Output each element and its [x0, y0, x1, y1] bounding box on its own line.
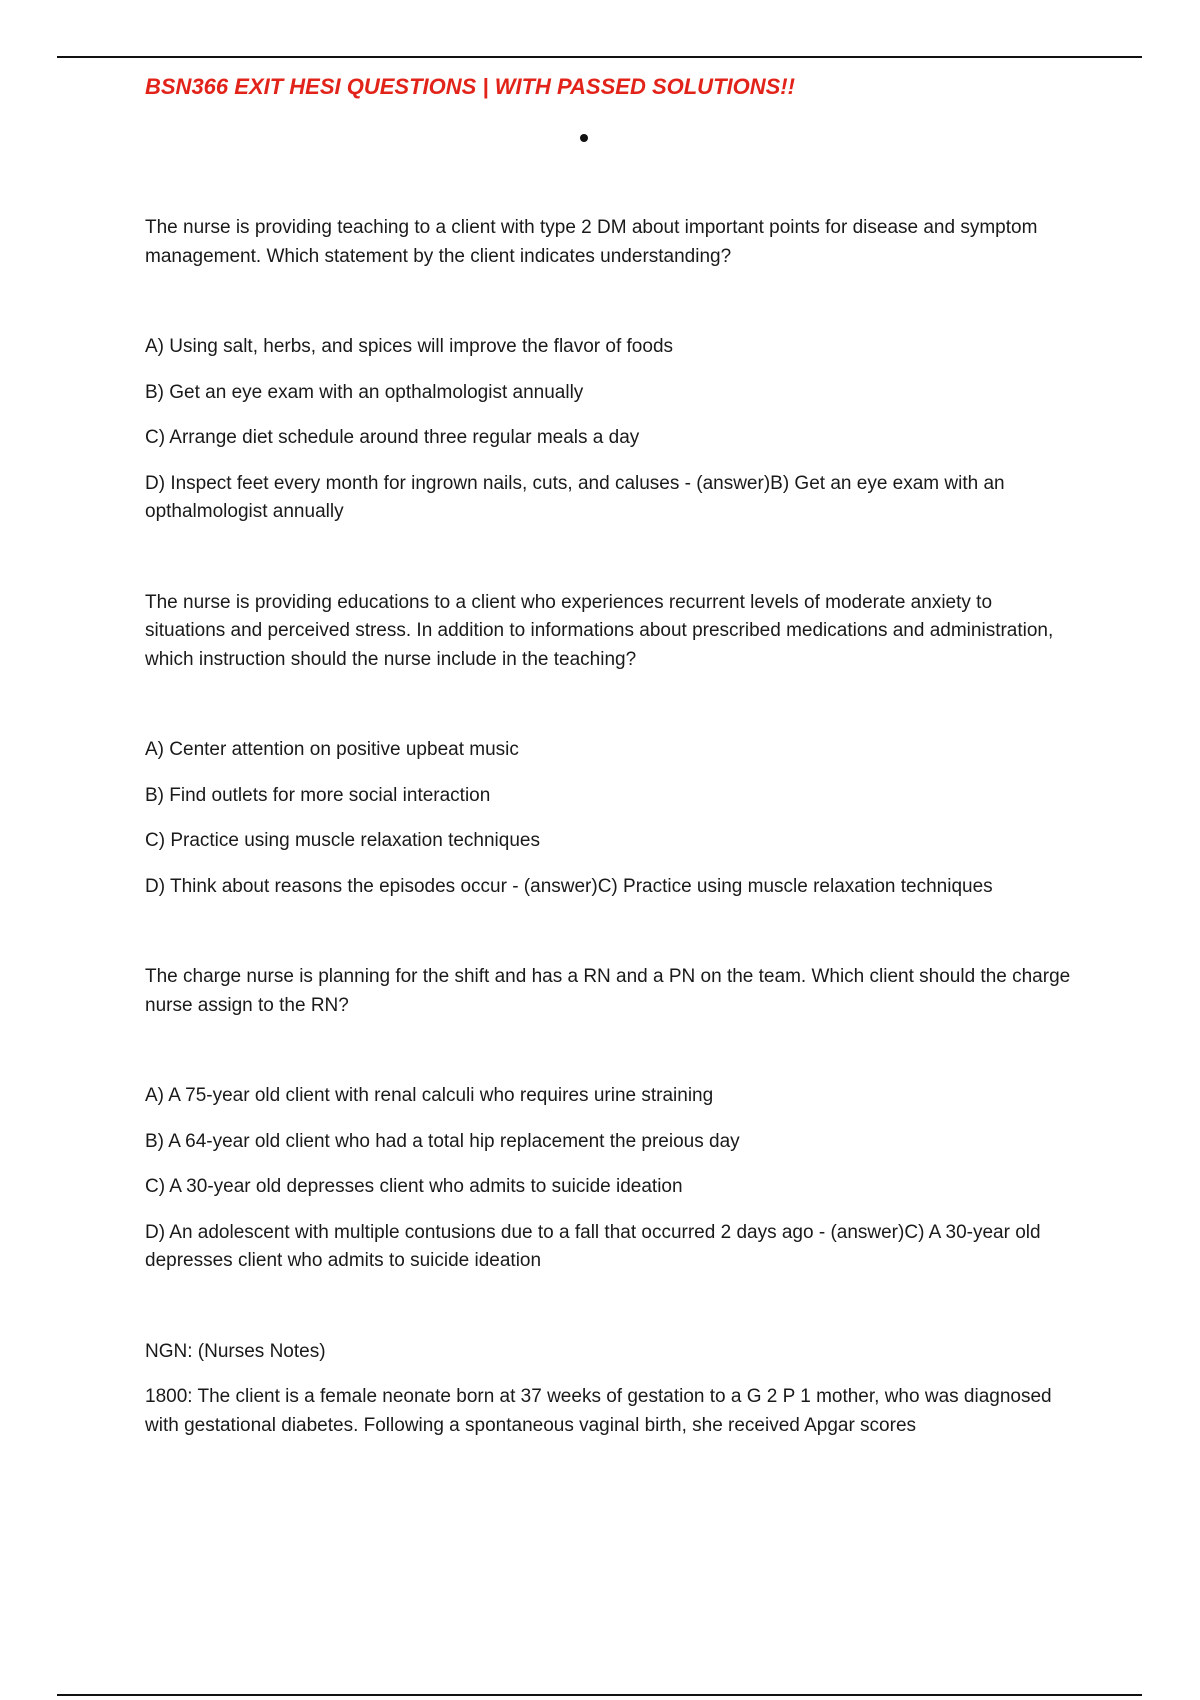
answer-option: C) A 30-year old depresses client who admits to suicide ideation: [145, 1176, 683, 1197]
answer-option-with-solution: D) Inspect feet every month for ingrown nails, cuts, and caluses - (answer)B) Get an eye exam with an opthalmologist annually: [145, 472, 1005, 522]
ngn-heading: NGN: (Nurses Notes): [145, 1340, 326, 1362]
top-rule: [57, 56, 1142, 58]
answer-option: A) Using salt, herbs, and spices will improve the flavor of foods: [145, 336, 674, 357]
ngn-notes: [145, 1338, 1075, 1441]
question-prompt: The nurse is providing teaching to a client with type 2 DM about important points for disease and symptom management. Which statement by the client indicates understanding?: [145, 217, 1038, 267]
document-body: [145, 214, 1075, 1440]
answer-option: B) Get an eye exam with an opthalmologist annually: [145, 381, 584, 403]
answer-option: B) A 64-year old client who had a total hip replacement the preious day: [145, 1130, 740, 1152]
bullet-dot: [580, 134, 588, 142]
answer-option: C) Arrange diet schedule around three regular meals a day: [145, 427, 640, 448]
question-block: [145, 214, 1075, 527]
ngn-text: 1800: The client is a female neonate born at 37 weeks of gestation to a G 2 P 1 mother, who was diagnosed with gestational diabetes. Following a spontaneous vaginal birth, she received Apgar scores: [145, 1386, 1052, 1436]
answer-option-with-solution: D) An adolescent with multiple contusions due to a fall that occurred 2 days ago - (answer)C) A 30-year old depresses client who admits to suicide ideation: [145, 1221, 1041, 1271]
answer-option: C) Practice using muscle relaxation techniques: [145, 830, 540, 851]
document-title: BSN366 EXIT HESI QUESTIONS | WITH PASSED SOLUTIONS!!: [145, 74, 795, 99]
question-block: [145, 963, 1075, 1276]
question-block: [145, 589, 1075, 902]
answer-option: B) Find outlets for more social interaction: [145, 784, 491, 806]
answer-option: A) Center attention on positive upbeat music: [145, 739, 519, 760]
question-prompt: The charge nurse is planning for the shift and has a RN and a PN on the team. Which client should the charge nurse assign to the RN?: [145, 966, 1071, 1016]
bottom-rule: [57, 1694, 1142, 1696]
answer-option: A) A 75-year old client with renal calculi who requires urine straining: [145, 1085, 714, 1106]
answer-option-with-solution: D) Think about reasons the episodes occur - (answer)C) Practice using muscle relaxation techniques: [145, 875, 993, 897]
question-prompt: The nurse is providing educations to a client who experiences recurrent levels of moderate anxiety to situations and perceived stress. In addition to informations about prescribed medications and administration, which instruction should the nurse include in the teaching?: [145, 591, 1054, 670]
